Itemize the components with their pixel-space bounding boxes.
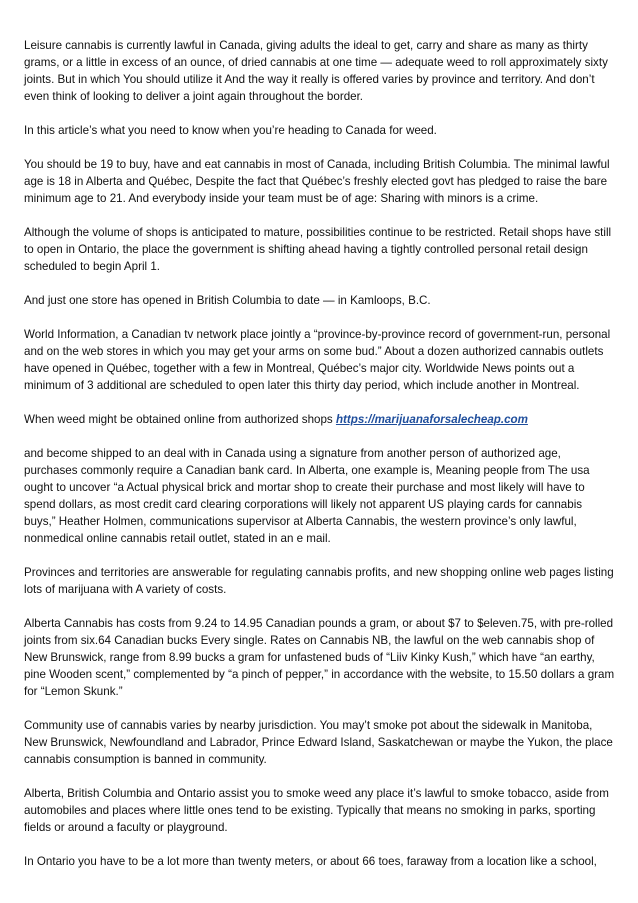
paragraph-smoking-rules: Alberta, British Columbia and Ontario assist you to smoke weed any place it’s lawful to smoke tobacco, aside from automobiles and places where little ones tend to be existing. Typically that means no smoking in parks, sporting fields or around a faculty or playground. [24, 787, 609, 834]
paragraph-shop-availability: Although the volume of shops is anticipated to mature, possibilities continue to be restricted. Retail shops have still to open in Ontario, the place the government is shifting ahead having a tightly controlled personal retail design scheduled to begin April 1. [24, 226, 612, 273]
online-shops-text: When weed might be obtained online from authorized shops [24, 413, 336, 426]
paragraph-store-list: World Information, a Canadian tv network place jointly a “province-by-province record of government-run, personal and on the web stores in which you may get your arms on some bud.” About a dozen authorized cannabis outlets have opened in Québec, together with a few in Montreal, Québec’s major city. Worldwide News points out a minimum of 3 additional are scheduled to open later this thirty day period, which include another in Montreal. [24, 328, 611, 392]
paragraph-prices: Alberta Cannabis has costs from 9.24 to 14.95 Canadian pounds a gram, or about $7 to $eleven.75, with pre-rolled joints from six.64 Canadian bucks Every single. Rates on Cannabis NB, the lawful on the web cannabis shop of New Brunswick, range from 8.99 bucks a gram for unfastened buds of “Liiv Kinky Kush,” which have “an earthy, pine Wooden scent,” complemented by “a pinch of pepper,” in accordance with the website, to 15.50 dollars a gram for “Lemon Skunk.” [24, 617, 615, 698]
shop-link[interactable]: https://marijuanaforsalecheap.com [335, 413, 528, 426]
paragraph-shipping: and become shipped to an deal with in Canada using a signature from another person of authorized age, purchases commonly require a Canadian bank card. In Alberta, one example is, Meaning people from The usa ought to uncover “a Actual physical brick and mortar shop to create their purchase and most likely will have to spend dollars, as most credit card clearing corporations will likely not apparent US playing cards for cannabis buys,” Heather Holmen, communications supervisor at Alberta Cannabis, the western province’s only lawful, nonmedical online cannabis retail outlet, stated in an e mail. [24, 447, 590, 545]
paragraph-legal-overview: Leisure cannabis is currently lawful in Canada, giving adults the ideal to get, carry and share as many as thirty grams, or a little in excess of an ounce, of dried cannabis at one time — adequate weed to roll approximately sixty joints. But in which You should utilize it And the way it really is offered varies by province and territory. And don’t even think of looking to deliver a joint again throughout the border. [24, 39, 608, 103]
paragraph-ontario-distance: In Ontario you have to be a lot more than twenty meters, or about 66 toes, faraway from a location like a school, [24, 855, 597, 868]
paragraph-age-limits: You should be 19 to buy, have and eat cannabis in most of Canada, including British Columbia. The minimal lawful age is 18 in Alberta and Québec, Despite the fact that Québec’s freshly elected govt has pledged to raise the bare minimum age to 21. And everybody inside your team must be of age: Sharing with minors is a crime. [24, 158, 610, 205]
paragraph-intro: In this article’s what you need to know when you’re heading to Canada for weed. [24, 124, 437, 137]
paragraph-regulation: Provinces and territories are answerable for regulating cannabis profits, and new shopping online web pages listing lots of marijuana with A variety of costs. [24, 566, 614, 596]
paragraph-bc-store: And just one store has opened in British Columbia to date — in Kamloops, B.C. [24, 294, 431, 307]
paragraph-public-use: Community use of cannabis varies by nearby jurisdiction. You may’t smoke pot about the sidewalk in Manitoba, New Brunswick, Newfoundland and Labrador, Prince Edward Island, Saskatchewan or maybe the Yukon, the place cannabis consumption is banned in community. [24, 719, 613, 766]
paragraph-online-shops [24, 411, 616, 428]
